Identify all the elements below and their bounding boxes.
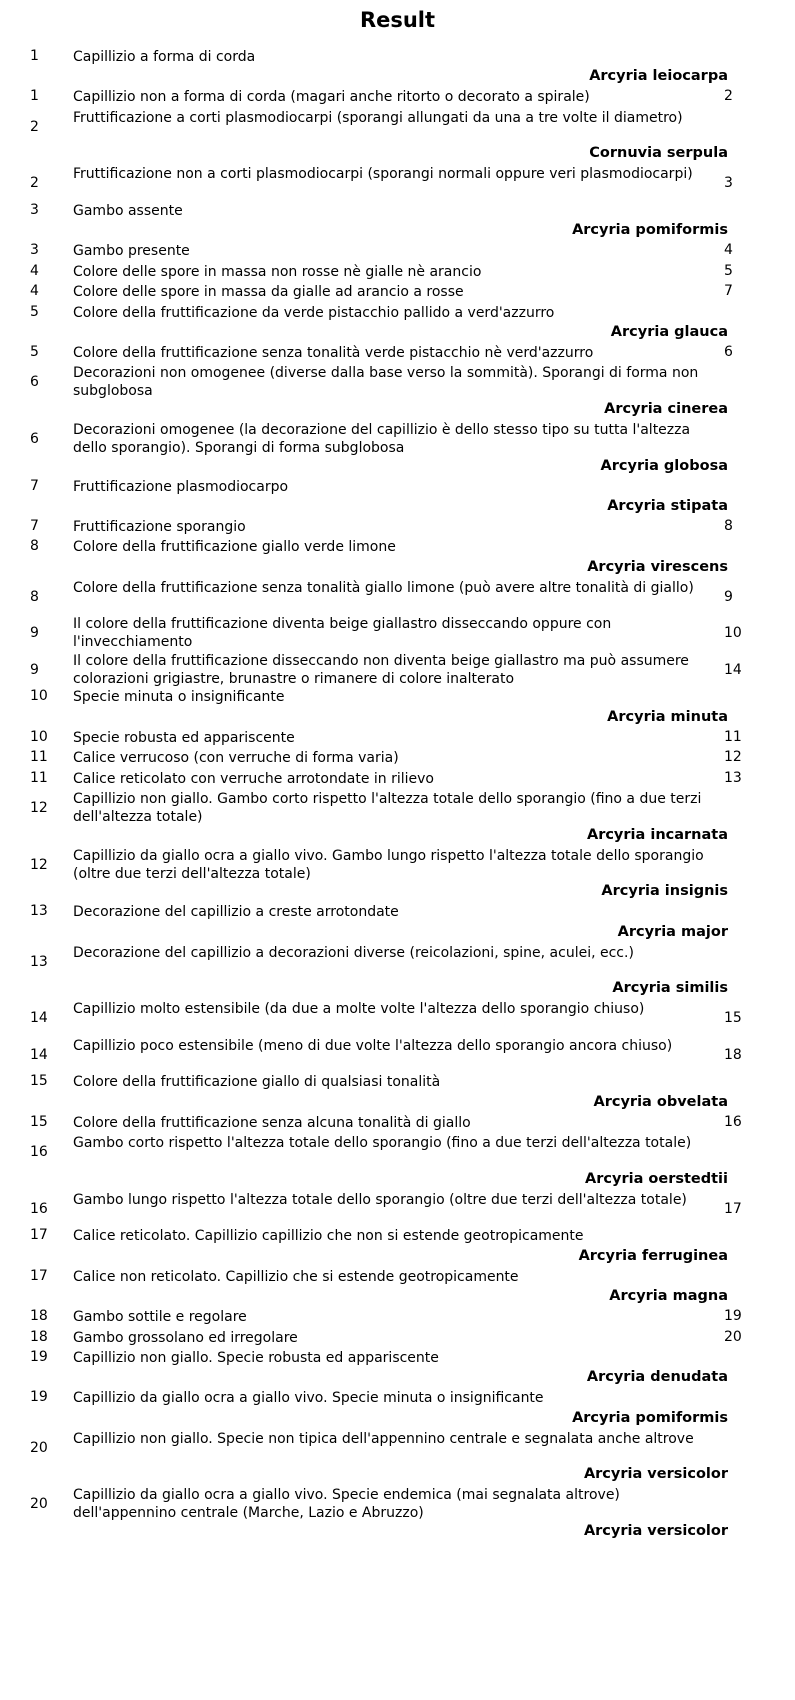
couplet-description: Colore della fruttificazione da verde pistacchio pallido a verd'azzurro [73,304,555,321]
page-title: Result [359,8,436,32]
species-name: Arcyria minuta [607,708,728,725]
couplet-number: 20 [30,1496,48,1513]
couplet-number: 3 [30,201,39,218]
species-name: Arcyria leiocarpa [589,68,728,85]
species-name: Cornuvia serpula [589,145,728,162]
goto-number: 20 [724,1328,742,1345]
couplet-description: Decorazione del capillizio a creste arrotondate [73,904,399,921]
couplet-row [0,478,795,498]
goto-number: 19 [724,1308,742,1325]
couplet-row [0,1308,795,1328]
couplet-number: 16 [30,1144,48,1161]
couplet-row [0,88,795,108]
couplet-number: 2 [30,118,39,135]
species-name: Arcyria similis [612,980,728,997]
goto-number: 6 [724,343,733,360]
couplet-description: Capillizio non giallo. Specie robusta ed appariscente [73,1349,439,1366]
couplet-row [0,652,795,689]
couplet-description: Capillizio molto estensibile (da due a molte volte l'altezza dello sporangio chiuso) [73,1001,645,1018]
couplet-number: 8 [30,588,39,605]
species-name: Arcyria magna [609,1288,728,1305]
goto-number: 5 [724,262,733,279]
goto-number: 4 [724,242,733,259]
couplet-row [0,283,795,303]
goto-number: 12 [724,749,742,766]
species-name: Arcyria pomiformis [572,222,728,239]
couplet-row [0,1073,795,1093]
couplet-row [0,1114,795,1134]
couplet-row [0,1000,795,1037]
couplet-description: Capillizio da giallo ocra a giallo vivo. Specie minuta o insignificante [73,1390,544,1407]
species-name: Arcyria denudata [586,1369,728,1386]
couplet-number: 15 [30,1113,48,1130]
couplet-description: Calice verrucoso (con verruche di forma varia) [73,750,399,767]
couplet-description: Decorazione del capillizio a decorazioni diverse (reicolazioni, spine, aculei, ecc.) [73,944,634,961]
couplet-row [0,1329,795,1349]
couplet-number: 10 [30,728,48,745]
couplet-number: 12 [30,800,48,817]
couplet-row [0,944,795,981]
couplet-row [0,1349,795,1369]
goto-number: 9 [724,588,733,605]
couplet-description: Decorazioni non omogenee (diverse dalla base verso la sommità). Sporangi di forma non subglobosa [73,365,699,400]
goto-number: 17 [724,1200,742,1217]
couplet-row [0,615,795,652]
species-row [0,1171,795,1191]
couplet-number: 6 [30,374,39,391]
couplet-number: 18 [30,1308,48,1325]
couplet-description: Capillizio da giallo ocra a giallo vivo. Gambo lungo rispetto l'altezza totale dello sporangio (oltre due terzi dell'altezza totale) [73,847,704,882]
couplet-row [0,202,795,222]
couplet-number: 12 [30,856,48,873]
couplet-number: 20 [30,1439,48,1456]
species-row [0,1369,795,1389]
species-row [0,924,795,944]
couplet-row [0,1037,795,1074]
goto-number: 14 [724,661,742,678]
goto-number: 13 [724,769,742,786]
species-row [0,709,795,729]
couplet-number: 2 [30,175,39,192]
couplet-description: Gambo lungo rispetto l'altezza totale dello sporangio (oltre due terzi dell'altezza totale) [73,1191,687,1208]
couplet-row [0,421,795,458]
couplet-description: Capillizio non giallo. Specie non tipica dell'appennino centrale e segnalata anche altrove [73,1430,694,1447]
goto-number: 8 [724,517,733,534]
couplet-description: Capillizio non a forma di corda (magari anche ritorto o decorato a spirale) [73,89,590,106]
couplet-row [0,770,795,790]
couplet-row [0,242,795,262]
couplet-number: 14 [30,1010,48,1027]
couplet-description: Il colore della fruttificazione diventa beige giallastro disseccando oppure con l'invecchiamento [73,616,612,651]
goto-number: 7 [724,283,733,300]
species-row [0,1466,795,1486]
couplet-number: 15 [30,1073,48,1090]
species-row [0,559,795,579]
species-row [0,1094,795,1114]
couplet-row [0,1191,795,1228]
species-row [0,827,795,847]
species-name: Arcyria versicolor [583,1522,728,1539]
couplet-row [0,1486,795,1523]
couplet-description: Fruttificazione sporangio [73,518,246,535]
couplet-row [0,538,795,558]
species-name: Arcyria oerstedtii [585,1170,728,1187]
couplet-description: Fruttificazione a corti plasmodiocarpi (sporangi allungati da una a tre volte il diametro) [73,109,683,126]
goto-number: 18 [724,1046,742,1063]
couplet-number: 17 [30,1267,48,1284]
couplet-row [0,729,795,749]
species-name: Arcyria obvelata [593,1093,728,1110]
couplet-description: Capillizio a forma di corda [73,49,256,65]
couplet-number: 1 [30,48,39,64]
species-row [0,498,795,518]
couplet-description: Colore della fruttificazione giallo di qualsiasi tonalità [73,1074,441,1091]
couplet-description: Specie minuta o insignificante [73,689,285,706]
species-name: Arcyria ferruginea [578,1247,728,1264]
couplet-row [0,344,795,364]
couplet-number: 19 [30,1348,48,1365]
couplet-description: Gambo corto rispetto l'altezza totale dello sporangio (fino a due terzi dell'altezza totale) [73,1135,692,1152]
couplet-description: Gambo presente [73,243,190,260]
species-row [0,145,795,165]
couplet-row [0,109,795,146]
species-row [0,401,795,421]
couplet-row [0,903,795,923]
couplet-description: Specie robusta ed appariscente [73,729,295,746]
goto-number: 16 [724,1113,742,1130]
couplet-number: 18 [30,1328,48,1345]
couplet-number: 8 [30,538,39,555]
couplet-row [0,1389,795,1409]
couplet-description: Capillizio non giallo. Gambo corto rispetto l'altezza totale dello sporangio (fino a due terzi dell'altezza totale) [73,791,702,826]
couplet-description: Colore della fruttificazione giallo verde limone [73,539,396,556]
couplet-row [0,1268,795,1288]
species-row [0,324,795,344]
couplet-row [0,790,795,827]
species-name: Arcyria stipata [607,497,728,514]
couplet-number: 5 [30,343,39,360]
couplet-number: 19 [30,1389,48,1406]
species-row [0,222,795,242]
couplet-number: 7 [30,517,39,534]
couplet-description: Il colore della fruttificazione disseccando non diventa beige giallastro ma può assumere colorazioni grigiastre, brunastre o rimanere di colore inalterato [73,652,689,687]
couplet-number: 7 [30,477,39,494]
couplet-row [0,579,795,616]
couplet-number: 4 [30,262,39,279]
goto-number: 10 [724,625,742,642]
species-row [0,1288,795,1308]
species-row [0,1523,795,1543]
couplet-description: Gambo sottile e regolare [73,1309,247,1326]
species-name: Arcyria pomiformis [572,1409,728,1426]
species-row [0,980,795,1000]
couplet-row [0,263,795,283]
species-row [0,883,795,903]
couplet-row [0,847,795,884]
couplet-description: Colore della fruttificazione senza tonalità giallo limone (può avere altre tonalità di giallo) [73,579,694,596]
species-name: Arcyria glauca [610,323,728,340]
couplet-description: Colore della fruttificazione senza alcuna tonalità di giallo [73,1114,471,1131]
couplet-description: Capillizio poco estensibile (meno di due volte l'altezza dello sporangio ancora chiuso) [73,1037,673,1054]
couplet-description: Colore delle spore in massa non rosse nè gialle nè arancio [73,263,482,280]
species-name: Arcyria virescens [587,558,728,575]
couplet-number: 5 [30,303,39,320]
couplet-number: 11 [30,749,48,766]
goto-number: 15 [724,1010,742,1027]
goto-number: 3 [724,175,733,192]
couplet-number: 9 [30,661,39,678]
couplet-number: 3 [30,242,39,259]
couplet-description: Gambo assente [73,202,183,219]
identification-key [0,48,795,1543]
species-name: Arcyria versicolor [583,1466,728,1483]
couplet-row [0,364,795,401]
couplet-description: Fruttificazione plasmodiocarpo [73,478,289,495]
couplet-number: 1 [30,88,39,105]
species-name: Arcyria globosa [600,457,728,474]
species-row [0,1410,795,1430]
couplet-description: Fruttificazione non a corti plasmodiocarpi (sporangi normali oppure veri plasmodiocarpi) [73,166,693,183]
couplet-number: 9 [30,625,39,642]
couplet-row [0,48,795,68]
couplet-number: 14 [30,1046,48,1063]
species-row [0,68,795,88]
couplet-description: Colore della fruttificazione senza tonalità verde pistacchio nè verd'azzurro [73,344,594,361]
couplet-row [0,688,795,708]
goto-number: 2 [724,88,733,105]
couplet-row [0,1430,795,1467]
couplet-number: 13 [30,903,48,920]
couplet-description: Calice reticolato. Capillizio capillizio che non si estende geotropicamente [73,1228,584,1245]
species-row [0,458,795,478]
couplet-description: Gambo grossolano ed irregolare [73,1329,298,1346]
couplet-number: 10 [30,688,48,705]
couplet-description: Calice non reticolato. Capillizio che si estende geotropicamente [73,1268,519,1285]
couplet-row [0,518,795,538]
couplet-row [0,749,795,769]
couplet-row [0,165,795,202]
couplet-number: 11 [30,769,48,786]
species-name: Arcyria cinerea [604,400,728,417]
couplet-row [0,1134,795,1171]
couplet-description: Colore delle spore in massa da gialle ad arancio a rosse [73,284,464,301]
goto-number: 11 [724,728,742,745]
couplet-number: 16 [30,1200,48,1217]
couplet-number: 4 [30,283,39,300]
couplet-description: Decorazioni omogenee (la decorazione del capillizio è dello stesso tipo su tutta l'altezza dello sporangio). Sporangi di forma subglobosa [73,421,691,456]
couplet-number: 17 [30,1227,48,1244]
couplet-description: Calice reticolato con verruche arrotondate in rilievo [73,770,434,787]
couplet-description: Capillizio da giallo ocra a giallo vivo. Specie endemica (mai segnalata altrove) dell'appennino centrale (Marche, Lazio e Abruzzo) [73,1487,620,1522]
couplet-row [0,1227,795,1247]
species-row [0,1248,795,1268]
couplet-row [0,304,795,324]
species-name: Arcyria major [617,923,728,940]
couplet-number: 6 [30,430,39,447]
species-name: Arcyria insignis [601,883,728,900]
species-name: Arcyria incarnata [586,826,728,843]
couplet-number: 13 [30,953,48,970]
